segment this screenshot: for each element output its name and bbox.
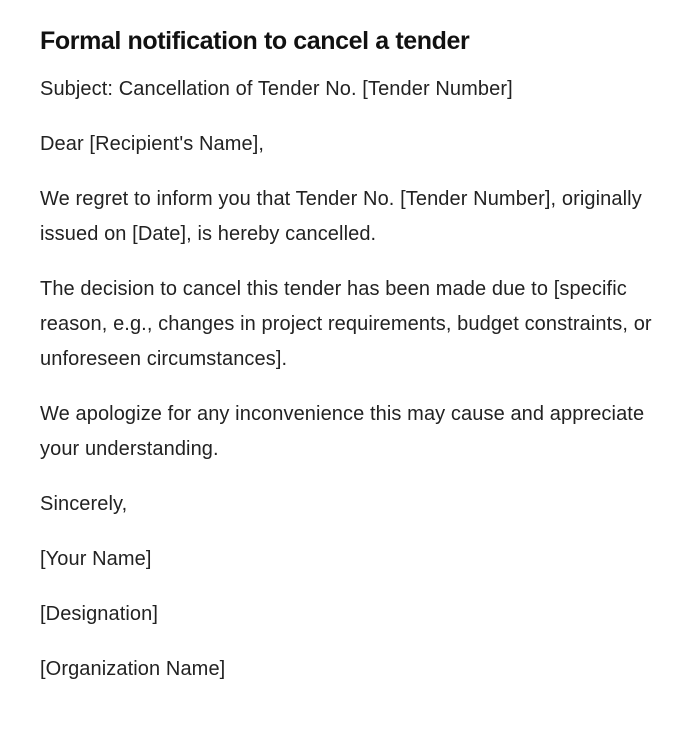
signature-organization: [Organization Name]: [40, 658, 226, 680]
closing-line: Sincerely,: [40, 493, 128, 515]
body-paragraph-apology: We apologize for any inconvenience this may cause and appreciate your understanding.: [40, 403, 645, 460]
salutation: Dear [Recipient's Name],: [40, 133, 265, 155]
subject-line: Subject: Cancellation of Tender No. [Tender Number]: [40, 78, 513, 100]
signature-designation: [Designation]: [40, 603, 159, 625]
document-title: Formal notification to cancel a tender: [40, 27, 470, 55]
body-paragraph-notice: We regret to inform you that Tender No. [Tender Number], originally issued on [Date], is hereby cancelled.: [40, 188, 642, 245]
signature-name: [Your Name]: [40, 548, 152, 570]
body-paragraph-reason: The decision to cancel this tender has been made due to [specific reason, e.g., changes in project requirements, budget constraints, or unforeseen circumstances].: [40, 278, 652, 370]
